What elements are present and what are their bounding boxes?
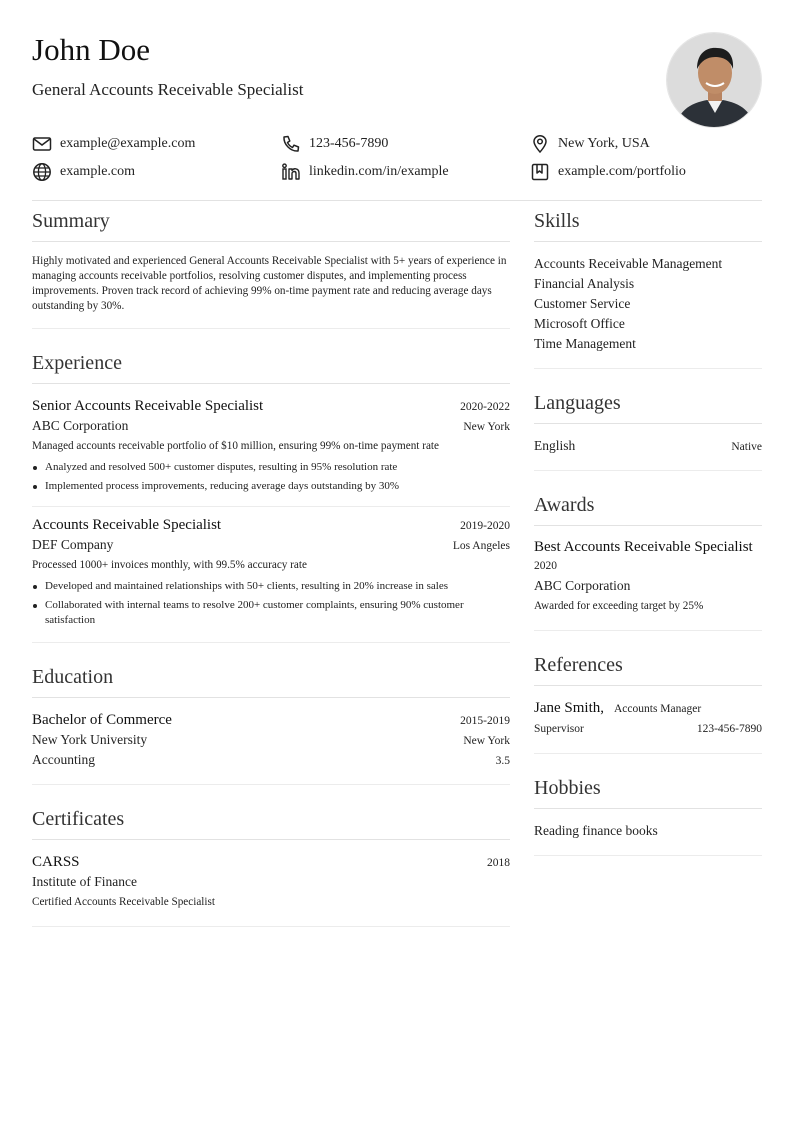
contact-portfolio[interactable] — [530, 162, 762, 182]
job-location: New York — [463, 421, 510, 433]
contact-email[interactable] — [32, 134, 281, 154]
education-dates: 2015-2019 — [460, 715, 510, 727]
certificate-issuer: Institute of Finance — [32, 874, 137, 889]
portfolio-icon — [530, 162, 550, 182]
entry-divider — [32, 506, 510, 507]
bullet-item: Implemented process improvements, reducing average days outstanding by 30% — [32, 479, 510, 494]
skill-item: Microsoft Office — [534, 316, 625, 331]
reference-relation: Supervisor — [534, 723, 584, 735]
education-field: Accounting — [32, 752, 95, 767]
job-location: Los Angeles — [452, 540, 510, 552]
profile-photo — [666, 32, 762, 128]
education-degree: Bachelor of Commerce — [32, 712, 172, 728]
summary-section — [32, 207, 510, 329]
language-item — [534, 436, 762, 456]
phone-icon — [281, 134, 301, 154]
language-level: Native — [731, 441, 762, 453]
contact-location — [530, 134, 762, 154]
contact-text: New York, USA — [558, 136, 650, 151]
main-column — [32, 207, 510, 947]
awards-section — [534, 491, 762, 631]
candidate-title: General Accounts Receivable Specialist — [32, 80, 304, 99]
summary-text: Highly motivated and experienced General Accounts Receivable Specialist with 5+ years of experience in managing accounts receivable portfolios, resolving customer disputes, and implementing process improvements. Proven track record of achieving 99% on-time payment rate and reducing average days outstanding by 30%. — [32, 255, 507, 312]
contact-text: linkedin.com/in/example — [309, 164, 449, 179]
references-section — [534, 651, 762, 754]
mail-icon — [32, 134, 52, 154]
certificate-description: Certified Accounts Receivable Specialist — [32, 896, 215, 908]
contact-website[interactable] — [32, 162, 281, 182]
section-title: Education — [32, 663, 510, 698]
section-title: Awards — [534, 491, 762, 526]
experience-entry — [32, 396, 510, 494]
job-company: ABC Corporation — [32, 418, 129, 433]
job-bullets — [32, 460, 510, 494]
contact-text: example.com/portfolio — [558, 164, 686, 179]
education-section — [32, 663, 510, 785]
contact-phone[interactable] — [281, 134, 530, 154]
certificate-name: CARSS — [32, 854, 80, 870]
location-pin-icon — [530, 134, 550, 154]
certificates-section — [32, 805, 510, 927]
header-divider — [32, 200, 762, 201]
bullet-item: Analyzed and resolved 500+ customer disputes, resulting in 95% resolution rate — [32, 460, 510, 475]
language-name: English — [534, 438, 576, 453]
job-role: Senior Accounts Receivable Specialist — [32, 398, 264, 414]
reference-header — [534, 698, 762, 719]
job-role: Accounts Receivable Specialist — [32, 517, 222, 533]
award-description: Awarded for exceeding target by 25% — [534, 600, 704, 612]
job-dates: 2020-2022 — [460, 401, 510, 413]
reference-phone[interactable]: 123-456-7890 — [696, 723, 762, 735]
skill-item: Customer Service — [534, 296, 631, 311]
hobbies-section — [534, 774, 762, 856]
bullet-item: Developed and maintained relationships with 50+ clients, resulting in 20% increase in sales — [32, 579, 510, 594]
side-column — [534, 207, 762, 876]
certificate-year: 2018 — [487, 857, 510, 869]
contact-linkedin[interactable] — [281, 162, 530, 182]
job-company: DEF Company — [32, 537, 114, 552]
job-description: Managed accounts receivable portfolio of $10 million, ensuring 99% on-time payment rate — [32, 440, 439, 452]
candidate-name: John Doe — [32, 32, 150, 67]
award-year: 2020 — [534, 560, 557, 572]
section-title: Skills — [534, 207, 762, 242]
experience-section — [32, 349, 510, 643]
resume-header — [32, 30, 762, 130]
experience-entry — [32, 515, 510, 628]
job-dates: 2019-2020 — [460, 520, 510, 532]
section-title: Experience — [32, 349, 510, 384]
education-location: New York — [463, 735, 510, 747]
reference-name: Jane Smith, — [534, 700, 604, 716]
section-title: References — [534, 651, 762, 686]
section-title: Hobbies — [534, 774, 762, 809]
job-bullets — [32, 579, 510, 628]
globe-icon — [32, 162, 52, 182]
education-school: New York University — [32, 732, 148, 747]
job-description: Processed 1000+ invoices monthly, with 99.5% accuracy rate — [32, 559, 307, 571]
section-title: Summary — [32, 207, 510, 242]
contact-text: 123-456-7890 — [309, 136, 389, 151]
section-title: Languages — [534, 389, 762, 424]
contact-list — [32, 134, 762, 182]
skill-item: Financial Analysis — [534, 276, 635, 291]
contact-text: example.com — [60, 164, 136, 179]
education-gpa: 3.5 — [495, 755, 510, 767]
award-organization: ABC Corporation — [534, 578, 631, 593]
bullet-item: Collaborated with internal teams to resolve 200+ customer complaints, ensuring 90% customer satisfaction — [32, 598, 510, 628]
linkedin-icon — [281, 162, 301, 182]
languages-section — [534, 389, 762, 471]
contact-text: example@example.com — [60, 136, 196, 151]
skill-item: Time Management — [534, 336, 636, 351]
hobby-item: Reading finance books — [534, 823, 658, 838]
award-title: Best Accounts Receivable Specialist — [534, 539, 753, 555]
reference-position: Accounts Manager — [614, 703, 702, 715]
section-title: Certificates — [32, 805, 510, 840]
avatar-portrait-icon — [667, 33, 762, 128]
skill-item: Accounts Receivable Management — [534, 256, 723, 271]
skills-section — [534, 207, 762, 369]
